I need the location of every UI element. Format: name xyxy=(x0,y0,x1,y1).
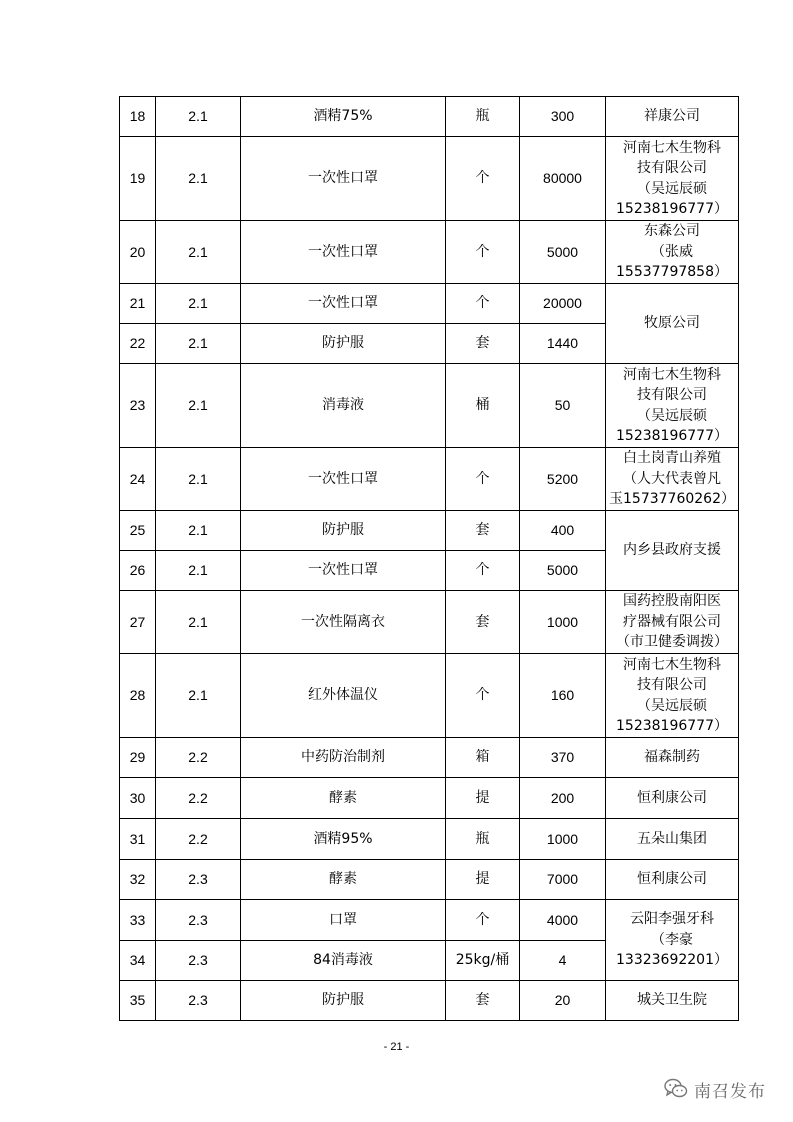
quantity-cell: 80000 xyxy=(520,137,606,221)
category-code-cell: 2.1 xyxy=(156,551,241,591)
row-number-cell: 32 xyxy=(120,860,156,900)
quantity-cell: 1000 xyxy=(520,819,606,860)
supplier-line: （李豪 xyxy=(651,931,693,948)
quantity-cell: 4000 xyxy=(520,900,606,941)
unit-cell: 桶 xyxy=(446,364,520,448)
supplier-line: （吴远辰硕 xyxy=(637,180,707,197)
supplier-cell xyxy=(606,97,739,137)
supplier-line: （吴远辰硕 xyxy=(637,407,707,424)
watermark-text: 南召发布 xyxy=(694,1081,766,1102)
category-code-cell: 2.1 xyxy=(156,448,241,511)
item-name-cell: 口罩 xyxy=(241,900,446,941)
supplier-cell xyxy=(606,819,739,860)
category-code-cell: 2.1 xyxy=(156,654,241,738)
unit-cell: 个 xyxy=(446,551,520,591)
supplier-line: （张威 xyxy=(651,243,693,260)
row-number-cell: 34 xyxy=(120,941,156,981)
supplier-cell xyxy=(606,511,739,591)
quantity-cell: 160 xyxy=(520,654,606,738)
supplier-cell xyxy=(606,221,739,284)
category-code-cell: 2.1 xyxy=(156,97,241,137)
row-number-cell: 22 xyxy=(120,324,156,364)
supplier-line: 疗器械有限公司 xyxy=(623,613,721,630)
supplier-line: 内乡县政府支援 xyxy=(623,542,721,559)
supplier-line: 15238196777） xyxy=(616,201,728,217)
category-code-cell: 2.1 xyxy=(156,324,241,364)
supplier-line: （吴远辰硕 xyxy=(637,697,707,714)
table-row xyxy=(120,738,739,778)
supplier-line: 恒利康公司 xyxy=(637,789,707,806)
unit-cell: 个 xyxy=(446,900,520,941)
supplier-cell xyxy=(606,137,739,221)
quantity-cell: 400 xyxy=(520,511,606,551)
table-row xyxy=(120,981,739,1021)
supplier-line: 15238196777） xyxy=(616,428,728,444)
table-row xyxy=(120,819,739,860)
item-name-cell: 一次性口罩 xyxy=(241,284,446,324)
supplier-line: 15238196777） xyxy=(616,718,728,734)
quantity-cell: 5000 xyxy=(520,221,606,284)
table-row xyxy=(120,448,739,511)
supplier-line: 15537797858） xyxy=(616,264,728,281)
item-name-cell: 防护服 xyxy=(241,324,446,364)
category-code-cell: 2.1 xyxy=(156,284,241,324)
supplier-line: 河南七木生物科 xyxy=(623,366,721,383)
category-code-cell: 2.2 xyxy=(156,819,241,860)
quantity-cell: 5200 xyxy=(520,448,606,511)
supplier-line: （市卫健委调拨） xyxy=(616,634,728,651)
row-number-cell: 28 xyxy=(120,654,156,738)
quantity-cell: 20 xyxy=(520,981,606,1021)
row-number-cell: 26 xyxy=(120,551,156,591)
page-number: - 21 - xyxy=(383,1041,410,1053)
category-code-cell: 2.3 xyxy=(156,860,241,900)
supplies-table xyxy=(119,96,739,1021)
row-number-cell: 19 xyxy=(120,137,156,221)
supplier-line: 东森公司 xyxy=(644,223,700,240)
row-number-cell: 31 xyxy=(120,819,156,860)
row-number-cell: 33 xyxy=(120,900,156,941)
watermark xyxy=(664,1076,766,1102)
item-name-cell: 酵素 xyxy=(241,778,446,819)
item-name-cell: 一次性口罩 xyxy=(241,448,446,511)
item-name-cell: 酒精75% xyxy=(241,97,446,137)
item-name-cell: 红外体温仪 xyxy=(241,654,446,738)
supplier-cell xyxy=(606,778,739,819)
quantity-cell: 200 xyxy=(520,778,606,819)
supplier-cell xyxy=(606,900,739,981)
quantity-cell: 370 xyxy=(520,738,606,778)
unit-cell: 个 xyxy=(446,654,520,738)
category-code-cell: 2.3 xyxy=(156,981,241,1021)
supplier-line: 技有限公司 xyxy=(637,387,707,403)
supplier-line: 城关卫生院 xyxy=(637,992,707,1009)
table-row xyxy=(120,137,739,221)
item-name-cell: 消毒液 xyxy=(241,364,446,448)
table-row xyxy=(120,364,739,448)
unit-cell: 套 xyxy=(446,324,520,364)
supplier-cell xyxy=(606,364,739,448)
table-row xyxy=(120,900,739,941)
category-code-cell: 2.2 xyxy=(156,778,241,819)
unit-cell: 提 xyxy=(446,860,520,900)
supplier-line: 五朵山集团 xyxy=(637,830,707,847)
table-row xyxy=(120,511,739,551)
supplier-cell xyxy=(606,448,739,511)
item-name-cell: 84消毒液 xyxy=(241,941,446,981)
supplier-line: 白土岗青山养殖 xyxy=(623,450,721,467)
row-number-cell: 18 xyxy=(120,97,156,137)
table-row xyxy=(120,860,739,900)
row-number-cell: 24 xyxy=(120,448,156,511)
quantity-cell: 50 xyxy=(520,364,606,448)
category-code-cell: 2.3 xyxy=(156,900,241,941)
supplier-cell xyxy=(606,738,739,778)
supplier-line: 技有限公司 xyxy=(637,677,707,693)
row-number-cell: 20 xyxy=(120,221,156,284)
supplier-line: 国药控股南阳医 xyxy=(623,593,721,610)
quantity-cell: 1440 xyxy=(520,324,606,364)
unit-cell: 瓶 xyxy=(446,819,520,860)
category-code-cell: 2.1 xyxy=(156,364,241,448)
supplier-line: 恒利康公司 xyxy=(637,871,707,888)
category-code-cell: 2.1 xyxy=(156,511,241,551)
row-number-cell: 21 xyxy=(120,284,156,324)
supplier-line: 祥康公司 xyxy=(644,108,700,125)
supplier-cell xyxy=(606,860,739,900)
item-name-cell: 一次性口罩 xyxy=(241,221,446,284)
unit-cell: 个 xyxy=(446,221,520,284)
table-row xyxy=(120,221,739,284)
unit-cell: 瓶 xyxy=(446,97,520,137)
supplier-cell xyxy=(606,981,739,1021)
unit-cell: 个 xyxy=(446,284,520,324)
supplier-line: 福森制药 xyxy=(644,749,700,766)
item-name-cell: 防护服 xyxy=(241,511,446,551)
table-row xyxy=(120,284,739,324)
supplier-cell xyxy=(606,654,739,738)
unit-cell: 套 xyxy=(446,981,520,1021)
row-number-cell: 35 xyxy=(120,981,156,1021)
item-name-cell: 酵素 xyxy=(241,860,446,900)
wechat-icon xyxy=(664,1078,688,1100)
supplier-line: 玉15737760262） xyxy=(609,491,735,508)
category-code-cell: 2.1 xyxy=(156,591,241,654)
quantity-cell: 20000 xyxy=(520,284,606,324)
unit-cell: 个 xyxy=(446,137,520,221)
unit-cell: 个 xyxy=(446,448,520,511)
row-number-cell: 30 xyxy=(120,778,156,819)
category-code-cell: 2.1 xyxy=(156,221,241,284)
supplier-line: 河南七木生物科 xyxy=(623,656,721,673)
supplier-line: 云阳李强牙科 xyxy=(630,911,714,928)
category-code-cell: 2.3 xyxy=(156,941,241,981)
quantity-cell: 300 xyxy=(520,97,606,137)
table-row xyxy=(120,654,739,738)
quantity-cell: 1000 xyxy=(520,591,606,654)
item-name-cell: 中药防治制剂 xyxy=(241,738,446,778)
table-row xyxy=(120,97,739,137)
category-code-cell: 2.1 xyxy=(156,137,241,221)
unit-cell: 套 xyxy=(446,511,520,551)
unit-cell: 25kg/桶 xyxy=(446,941,520,981)
unit-cell: 箱 xyxy=(446,738,520,778)
unit-cell: 套 xyxy=(446,591,520,654)
item-name-cell: 酒精95% xyxy=(241,819,446,860)
row-number-cell: 29 xyxy=(120,738,156,778)
row-number-cell: 23 xyxy=(120,364,156,448)
quantity-cell: 5000 xyxy=(520,551,606,591)
item-name-cell: 一次性口罩 xyxy=(241,137,446,221)
unit-cell: 提 xyxy=(446,778,520,819)
table-row xyxy=(120,778,739,819)
table-body xyxy=(120,97,739,1021)
quantity-cell: 7000 xyxy=(520,860,606,900)
row-number-cell: 27 xyxy=(120,591,156,654)
supplier-cell xyxy=(606,284,739,364)
item-name-cell: 一次性口罩 xyxy=(241,551,446,591)
supplier-cell xyxy=(606,591,739,654)
item-name-cell: 一次性隔离衣 xyxy=(241,591,446,654)
supplier-line: 13323692201） xyxy=(616,952,728,969)
supplier-line: 河南七木生物科 xyxy=(623,139,721,156)
supplier-line: 技有限公司 xyxy=(637,160,707,176)
supplier-line: （人大代表曾凡 xyxy=(623,470,721,487)
row-number-cell: 25 xyxy=(120,511,156,551)
supplier-line: 牧原公司 xyxy=(644,315,700,332)
table-row xyxy=(120,591,739,654)
quantity-cell: 4 xyxy=(520,941,606,981)
item-name-cell: 防护服 xyxy=(241,981,446,1021)
category-code-cell: 2.2 xyxy=(156,738,241,778)
